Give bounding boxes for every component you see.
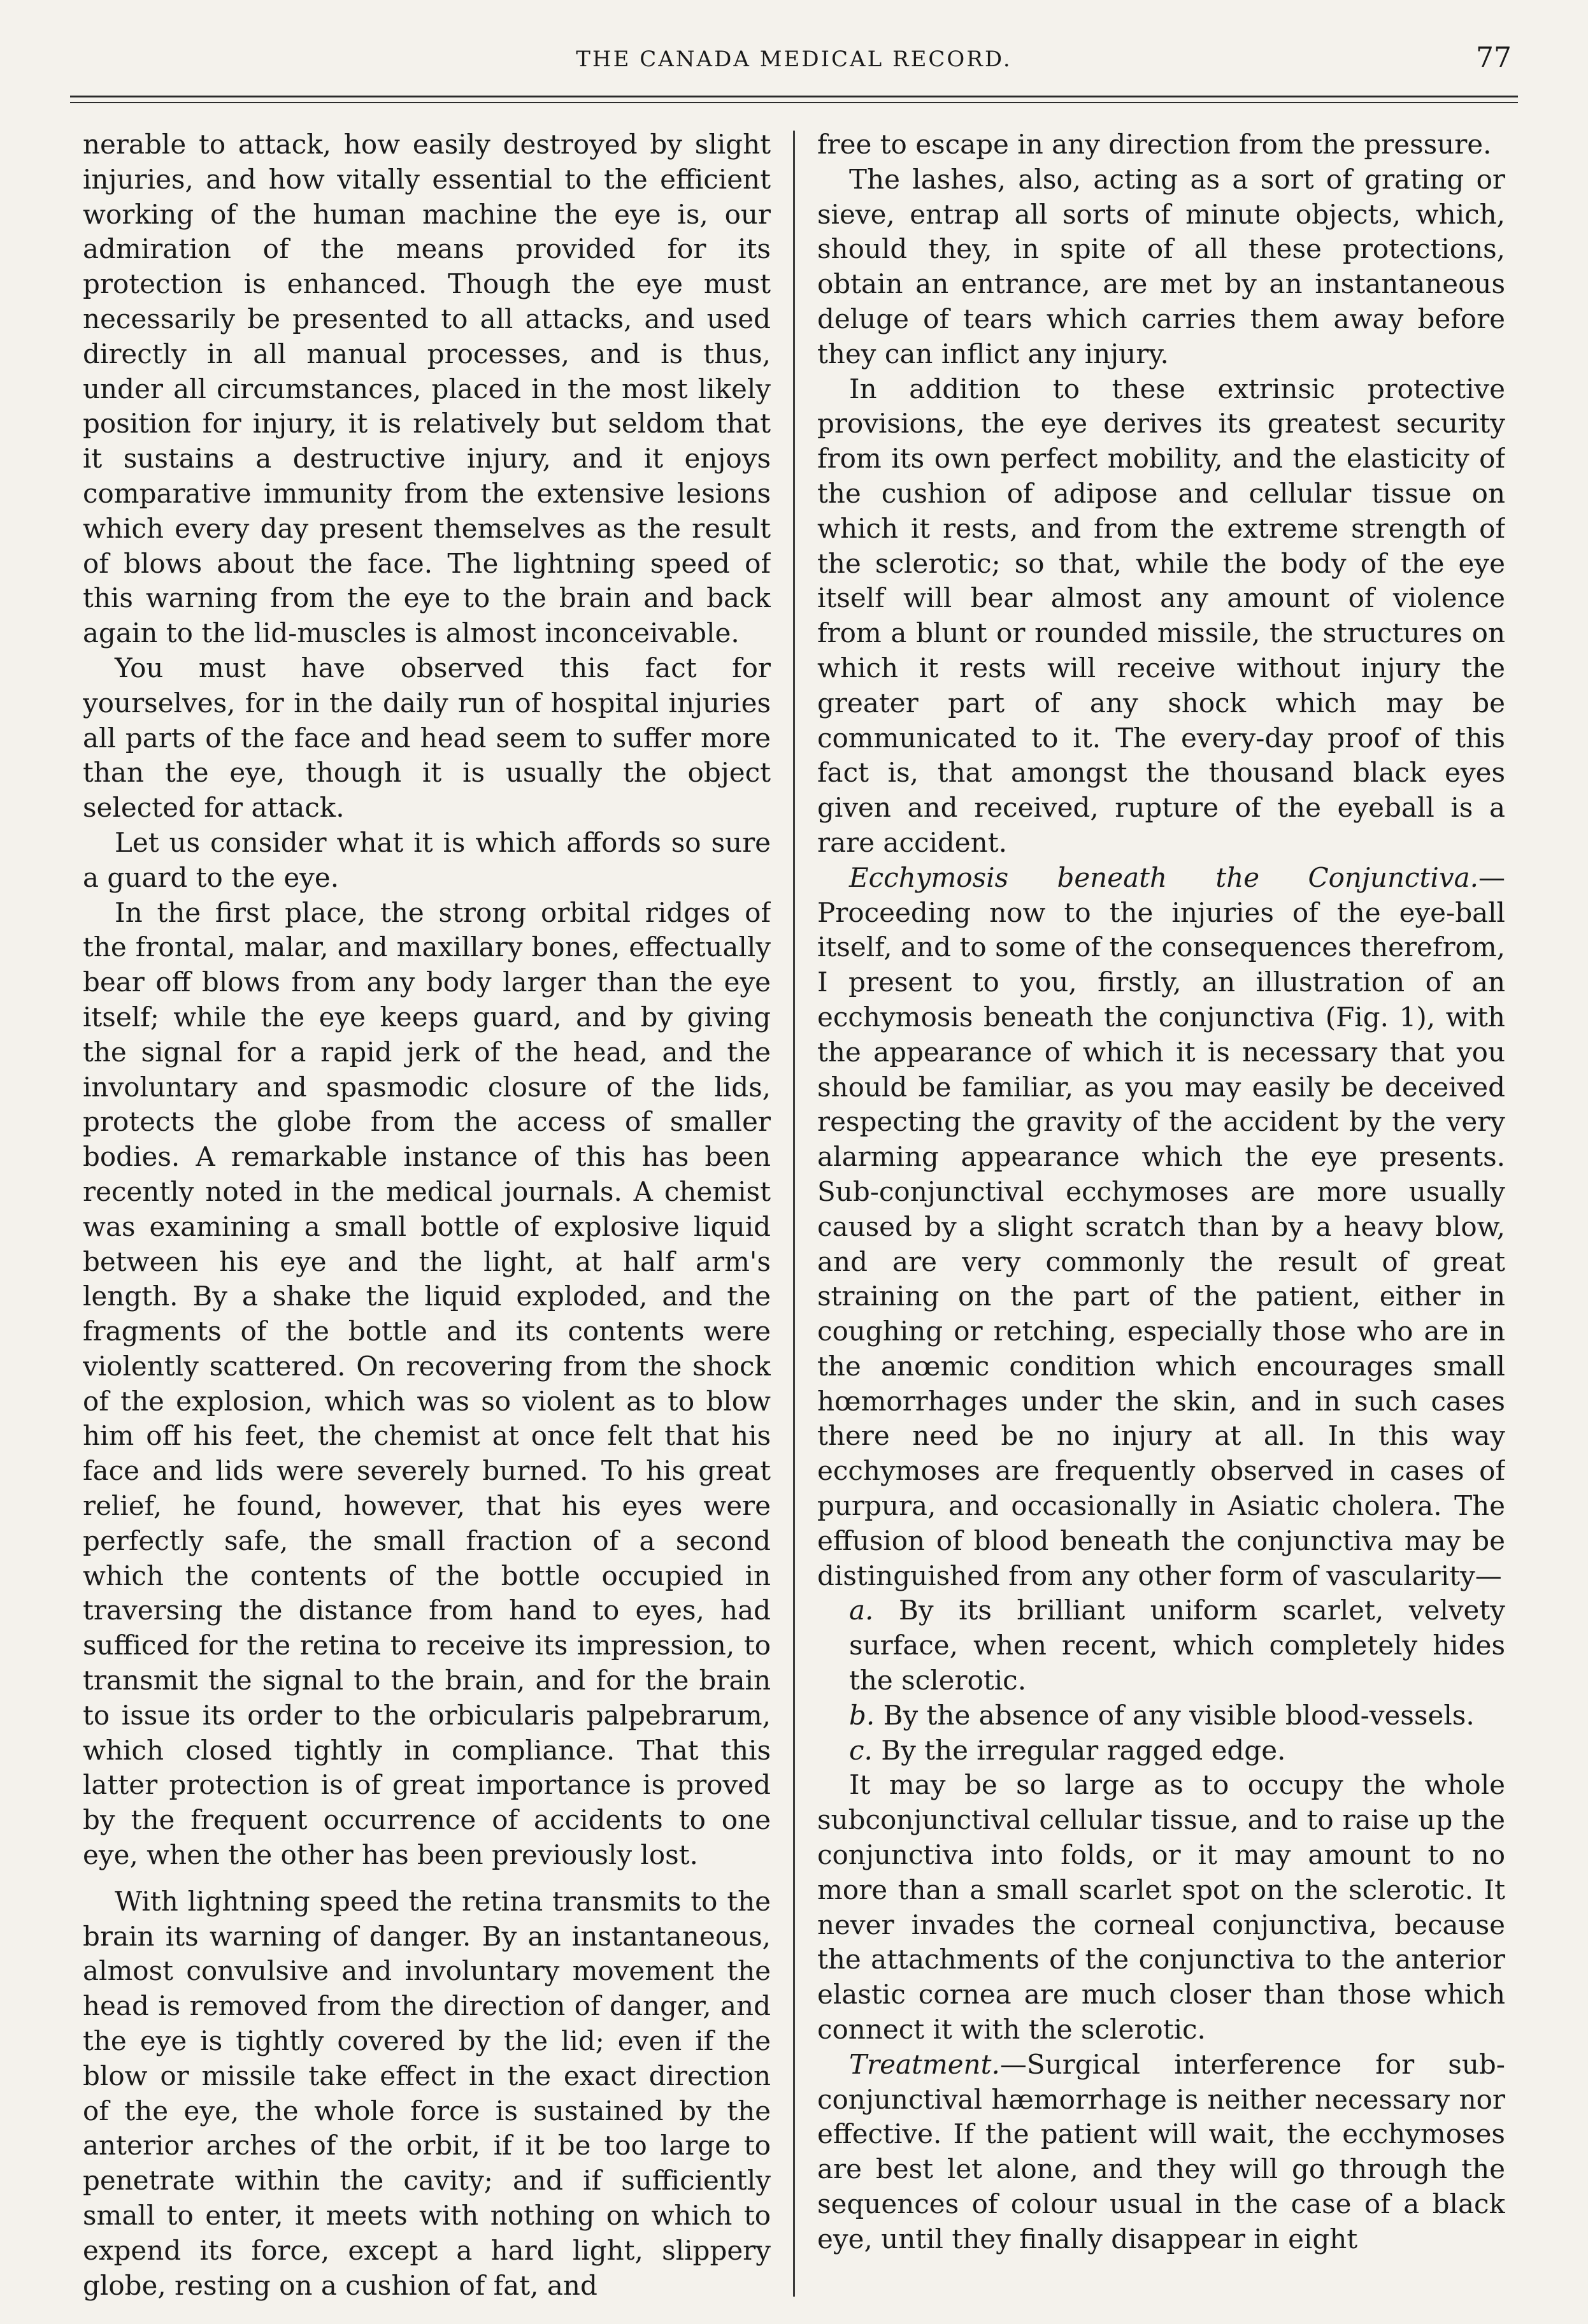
section-paragraph [817, 2048, 1505, 2257]
header-rule [70, 96, 1518, 97]
paragraph: Let us consider what it is which affords so sure a guard to the eye. [83, 826, 771, 893]
column-divider [793, 131, 795, 2297]
list-text: By the irregular ragged edge. [881, 1734, 1286, 1766]
list-text: By the absence of any visible blood-vessels. [883, 1699, 1475, 1731]
section-heading: Ecchymosis beneath the Conjunctiva. [849, 861, 1478, 893]
paragraph: With lightning speed the retina transmits to the brain its warning of danger. By an instantaneous, almost convulsive and involuntary movement the head is removed from the direction of danger, and the eye is tightly covered by the lid; even if the blow or missile take effect in the exact direction of the eye, the whole force is sustained by the anterior arches of the orbit, if it be too large to penetrate within the cavity; and if sufficiently small to enter, it meets with nothing on which to expend its force, except a hard light, slippery globe, resting on a cushion of fat, and [83, 1885, 771, 2301]
section-text: —Proceeding now to the injuries of the eye-ball itself, and to some of the consequences therefrom, I present to you, firstly, an illustration of an ecchymosis beneath the conjunctiva (Fig. 1), with the appearance of which it is necessary that you should be familiar, as you may easily be deceived respecting the gravity of the accident by the very alarming appearance which the eye presents. Sub-conjunctival ecchymoses are more usually caused by a slight scratch than by a heavy blow, and are very commonly the result of great straining on the part of the patient, either in coughing or retching, especially those who are in the anœmic condition which encourages small hœmorrhages under the skin, and in such cases there need be no injury at all. In this way ecchymoses are frequently observed in cases of purpura, and occasionally in Asiatic cholera. The effusion of blood beneath the conjunctiva may be distinguished from any other form of vascularity— [817, 861, 1505, 1591]
section-heading: Treatment. [849, 2048, 1000, 2080]
page-number: 77 [1476, 41, 1512, 74]
list-item [817, 1593, 1505, 1698]
list-marker: a. [849, 1595, 874, 1626]
running-head: THE CANADA MEDICAL RECORD. [576, 47, 1012, 72]
list-marker: c. [849, 1734, 873, 1766]
list-marker: b. [849, 1699, 875, 1731]
list-item [817, 1733, 1505, 1768]
page-header [70, 35, 1518, 92]
paragraph: The lashes, also, acting as a sort of grating or sieve, entrap all sorts of minute objects, which, should they, in spite of all these protections, obtain an entrance, are met by an instantaneous deluge of tears which carries them away before they can inflict any injury. [817, 163, 1505, 369]
section-paragraph [817, 861, 1505, 1594]
text-columns [83, 127, 1505, 2306]
paragraph: In addition to these extrinsic protective provisions, the eye derives its greatest security from its own perfect mobility, and the elasticity of the cushion of adipose and cellular tissue on which it rests, and from the extreme strength of the sclerotic; so that, while the body of the eye itself will bear almost any amount of violence from a blunt or rounded missile, the structures on which it rests will receive without injury the greater part of any shock which may be communicated to it. The every-day proof of this fact is, that amongst the thousand black eyes given and received, rupture of the eyeball is a rare accident. [817, 373, 1505, 858]
right-column [817, 127, 1505, 2306]
paragraph: free to escape in any direction from the pressure. [817, 129, 1492, 160]
list-text: By its brilliant uniform scarlet, velvety surface, when recent, which completely hides the sclerotic. [849, 1595, 1505, 1696]
paragraph: It may be so large as to occupy the whole subconjunctival cellular tissue, and to raise up the conjunctiva into folds, or it may amount to no more than a small scarlet spot on the sclerotic. It never invades the corneal conjunctiva, because the attachments of the conjunctiva to the anterior elastic cornea are much closer than those which connect it with the sclerotic. [817, 1769, 1505, 2046]
left-column [83, 127, 771, 2306]
list-item [817, 1698, 1505, 1733]
header-rule-thin [70, 102, 1518, 103]
paragraph: You must have observed this fact for yourselves, for in the daily run of hospital injuries all parts of the face and head seem to suffer more than the eye, though it is usually the object selected for attack. [83, 652, 771, 824]
paragraph: nerable to attack, how easily destroyed by slight injuries, and how vitally essential to the efficient working of the human machine the eye is, our admiration of the means provided for its protection is enhanced. Though the eye must necessarily be presented to all attacks, and used directly in all manual processes, and is thus, under all circumstances, placed in the most likely position for injury, it is relatively but seldom that it sustains a destructive injury, and it enjoys comparative immunity from the extensive lesions which every day present themselves as the result of blows about the face. The lightning speed of this warning from the eye to the brain and back again to the lid-muscles is almost inconceivable. [83, 129, 771, 649]
paragraph: In the first place, the strong orbital ridges of the frontal, malar, and maxillary bones, effectually bear off blows from any body larger than the eye itself; while the eye keeps guard, and by giving the signal for a rapid jerk of the head, and the involuntary and spasmodic closure of the lids, protects the globe from the access of smaller bodies. A remarkable instance of this has been recently noted in the medical journals. A chemist was examining a small bottle of explosive liquid between his eye and the light, at half arm's length. By a shake the liquid exploded, and the fragments of the bottle and its contents were violently scattered. On recovering from the shock of the explosion, which was so violent as to blow him off his feet, the chemist at once felt that his face and lids were severely burned. To his great relief, he found, however, that his eyes were perfectly safe, the small fraction of a second which the contents of the bottle occupied in traversing the distance from hand to eyes, had sufficed for the retina to receive its impression, to transmit the signal to the brain, and for the brain to issue its order to the orbicularis palpebrarum, which closed tightly in compliance. That this latter protection is of great importance is proved by the frequent occurrence of accidents to one eye, when the other has been previously lost. [83, 896, 771, 1871]
section-text: —Surgical interference for sub-conjunctival hæmorrhage is neither necessary nor effective. If the patient will wait, the ecchymoses are best let alone, and they will go through the sequences of colour usual in the case of a black eye, until they finally disappear in eight [817, 2048, 1505, 2255]
